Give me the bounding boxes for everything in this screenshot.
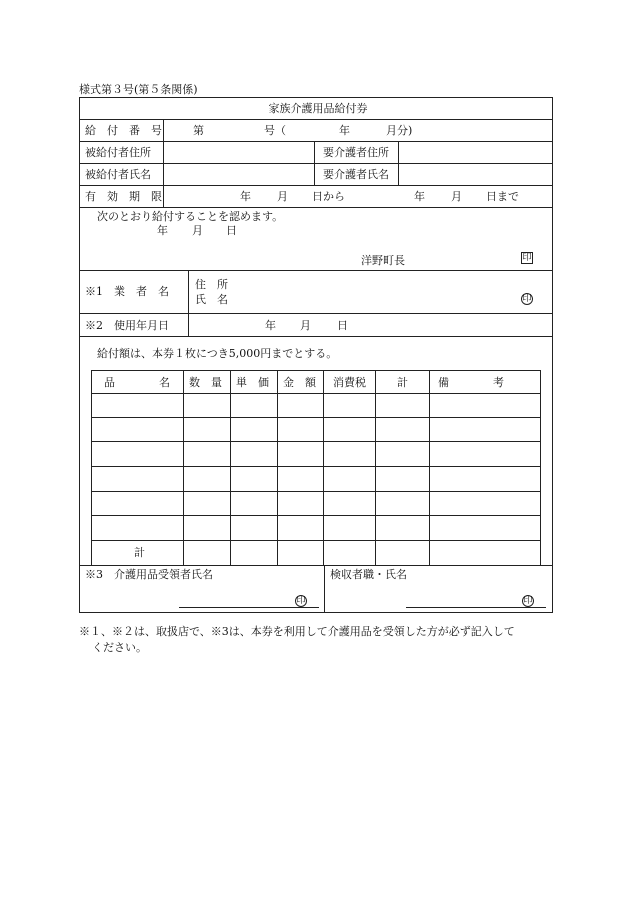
- footnote-line2: ください。: [92, 641, 147, 654]
- form-number: 様式第３号(第５条関係): [79, 83, 198, 96]
- receiver-label: ※3 介護用品受領者氏名: [85, 568, 213, 581]
- validity-nen1: 年: [240, 190, 251, 203]
- amount-note: 給付額は、本券１枚につき5,000円までとする。: [97, 347, 338, 360]
- approval-text: 次のとおり給付することを認めます。: [97, 210, 284, 223]
- header-amount: 金 額: [283, 376, 316, 389]
- approval-gatsu: 月: [192, 224, 203, 237]
- receiver-signature-line[interactable]: [179, 607, 319, 608]
- header-unit-price: 単 価: [236, 376, 269, 389]
- header-tax: 消費税: [333, 376, 366, 389]
- form-title: 家族介護用品給付券: [268, 102, 368, 115]
- usage-nichi: 日: [337, 319, 348, 332]
- usage-date-label: ※2 使用年月日: [85, 319, 169, 332]
- ticket-go: 号（: [264, 124, 286, 137]
- ticket-number-label: 給 付 番 号: [85, 124, 162, 137]
- validity-gatsu1: 月: [277, 190, 288, 203]
- header-quantity: 数 量: [189, 376, 222, 389]
- approval-nen: 年: [157, 224, 168, 237]
- inspector-label: 検収者職・氏名: [330, 568, 407, 581]
- header-remarks: 備 考: [438, 376, 504, 389]
- footnote-line1: ※１、※２は、取扱店で、※3は、本券を利用して介護用品を受領した方が必ず記入して: [79, 625, 515, 638]
- care-receiver-name-label: 要介護者氏名: [323, 168, 389, 181]
- header-item-name: 品 名: [104, 376, 170, 389]
- validity-nen2: 年: [414, 190, 425, 203]
- validity-himade: 日まで: [486, 190, 519, 203]
- items-table: [91, 370, 541, 566]
- validity-label: 有 効 期 限: [85, 190, 162, 203]
- usage-gatsu: 月: [300, 319, 311, 332]
- header-total: 計: [397, 376, 408, 389]
- approval-nichi: 日: [226, 224, 237, 237]
- usage-nen: 年: [265, 319, 276, 332]
- receiver-seal-icon: 印: [296, 596, 306, 606]
- vendor-label: ※1 業 者 名: [85, 285, 169, 298]
- mayor-seal-icon: 印: [522, 253, 532, 263]
- ticket-getsubun: 月分): [386, 124, 413, 137]
- total-row-label: 計: [134, 546, 145, 559]
- vendor-address-label: 住 所: [195, 278, 228, 291]
- ticket-dai: 第: [193, 124, 204, 137]
- recipient-name-label: 被給付者氏名: [85, 168, 151, 181]
- mayor-label: 洋野町長: [361, 254, 405, 267]
- inspector-signature-line[interactable]: [406, 607, 546, 608]
- vendor-name-label: 氏 名: [195, 293, 228, 306]
- inspector-seal-icon: 印: [523, 596, 533, 606]
- care-receiver-address-label: 要介護者住所: [323, 146, 389, 159]
- recipient-address-label: 被給付者住所: [85, 146, 151, 159]
- validity-hikara: 日から: [312, 190, 345, 203]
- ticket-nen: 年: [339, 124, 350, 137]
- validity-gatsu2: 月: [451, 190, 462, 203]
- vendor-seal-icon: 印: [522, 294, 532, 304]
